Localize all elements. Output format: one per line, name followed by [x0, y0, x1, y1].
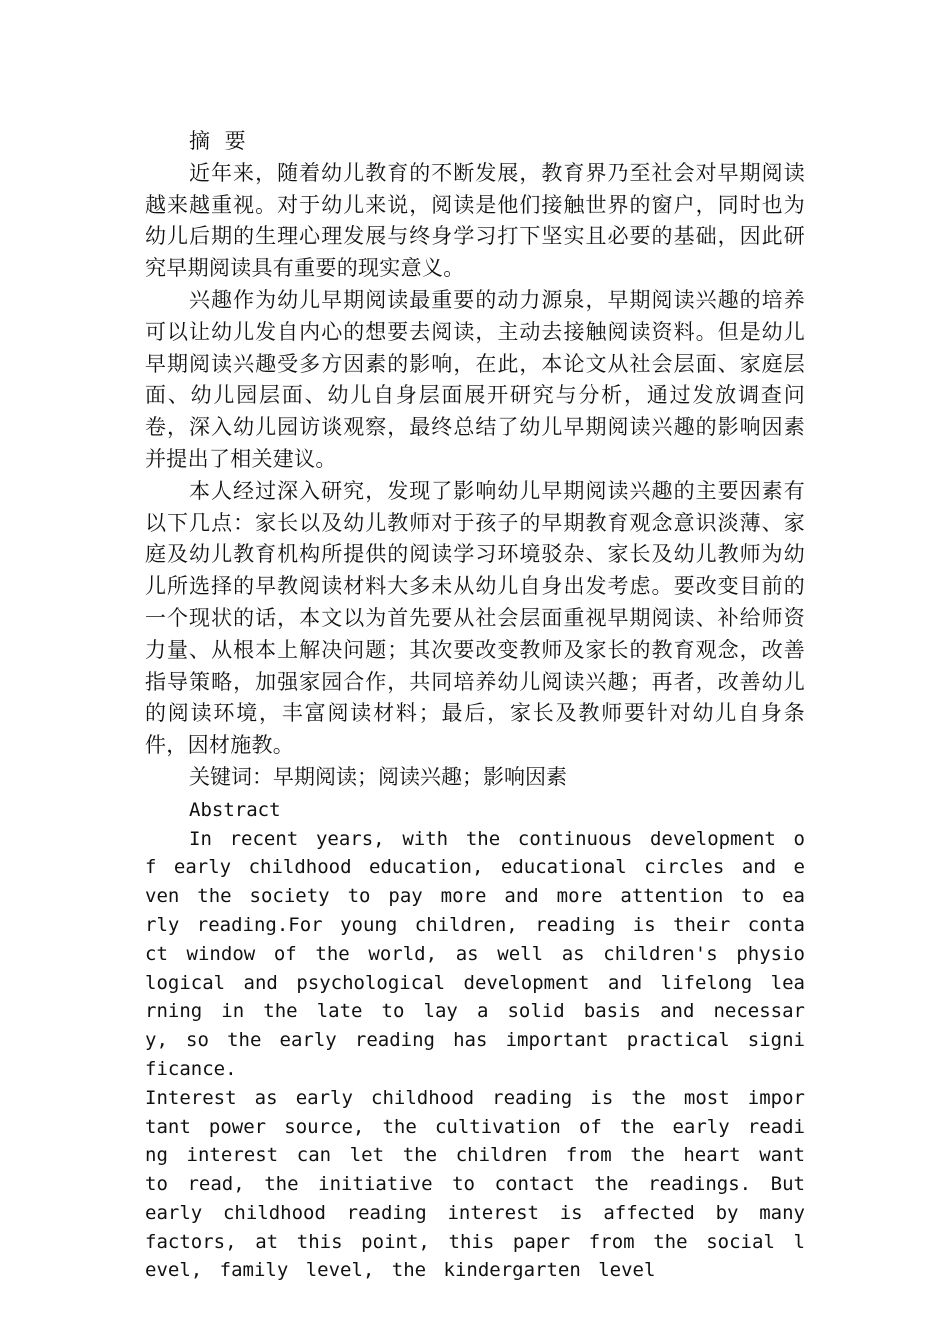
- abstract-cn-keywords: 关键词：早期阅读；阅读兴趣；影响因素: [189, 764, 567, 789]
- abstract-cn-heading: 摘 要: [189, 129, 250, 153]
- abstract-en-paragraph-2: Interest as early childhood reading is the most important power source, the cultivation of the early reading interest can let the children from the heart want to read, the initiative to contact the readings. But early childhood reading interest is affected by many factors, at this point, this paper from the social level, family level, the kindergarten level: [145, 1086, 805, 1282]
- abstract-cn-paragraph-3: 本人经过深入研究，发现了影响幼儿早期阅读兴趣的主要因素有以下几点：家长以及幼儿教师对于孩子的早期教育观念意识淡薄、家庭及幼儿教育机构所提供的阅读学习环境驳杂、家长及幼儿教师为幼儿所选择的早教阅读材料大多未从幼儿自身出发考虑。要改变目前的一个现状的话，本文以为首先要从社会层面重视早期阅读、补给师资力量、从根本上解决问题；其次要改变教师及家长的教育观念，改善指导策略，加强家园合作，共同培养幼儿阅读兴趣；再者，改善幼儿的阅读环境，丰富阅读材料；最后，家长及教师要针对幼儿自身条件，因材施教。: [145, 478, 805, 758]
- abstract-en-paragraph-1: In recent years, with the continuous development of early childhood education, educational circles and even the society to pay more and more attention to early reading.For young children, reading is their contact window of the world, as well as children's physiological and psychological development and lifelong learning in the late to lay a solid basis and necessary, so the early reading has important practical significance.: [145, 827, 805, 1080]
- abstract-cn-paragraph-2: 兴趣作为幼儿早期阅读最重要的动力源泉，早期阅读兴趣的培养可以让幼儿发自内心的想要去阅读，主动去接触阅读资料。但是幼儿早期阅读兴趣受多方因素的影响，在此，本论文从社会层面、家庭层面、幼儿园层面、幼儿自身层面展开研究与分析，通过发放调查问卷，深入幼儿园访谈观察，最终总结了幼儿早期阅读兴趣的影响因素并提出了相关建议。: [145, 287, 805, 471]
- abstract-en-heading: Abstract: [189, 798, 281, 821]
- abstract-cn-paragraph-1: 近年来，随着幼儿教育的不断发展，教育界乃至社会对早期阅读越来越重视。对于幼儿来说，阅读是他们接触世界的窗户，同时也为幼儿后期的生理心理发展与终身学习打下坚实且必要的基础，因此研究早期阅读具有重要的现实意义。: [145, 160, 805, 281]
- page-content: [145, 126, 805, 1285]
